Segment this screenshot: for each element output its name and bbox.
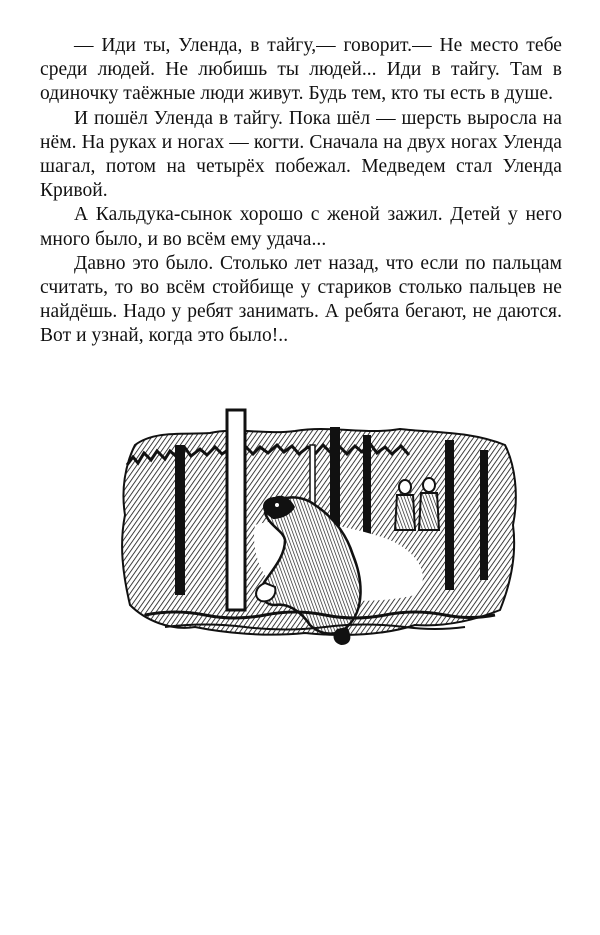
bear-forest-illustration (115, 405, 522, 657)
paragraph-2: И пошёл Уленда в тайгу. Пока шёл — шерсть выросла на нём. На руках и ногах — когти. Сначала на двух ногах Уленда шагал, потом на четырёх побежал. Медведем стал Уленда Кривой. (40, 107, 562, 202)
text-column (40, 34, 562, 349)
bear-forest-drawing (115, 405, 522, 657)
paragraph-1: — Иди ты, Уленда, в тайгу,— говорит.— Не место тебе среди людей. Не любишь ты людей... Иди в тайгу. Там в одиночку таёжные люди живут. Будь тем, кто ты есть в душе. (40, 35, 562, 105)
tree-trunk (175, 445, 185, 595)
tree-trunk (227, 410, 245, 610)
paragraph-4: Давно это было. Столько лет назад, что если по пальцам считать, то во всём стойбище у стариков столько пальцев не найдёшь. Надо у ребят занимать. А ребята бегают, не даются. Вот и узнай, когда это было!.. (40, 252, 562, 347)
paragraph-3: А Кальдука-сынок хорошо с женой зажил. Детей у него много было, и во всём ему удача... (40, 204, 562, 250)
tree-trunk (480, 450, 488, 580)
tree-trunk (445, 440, 454, 590)
